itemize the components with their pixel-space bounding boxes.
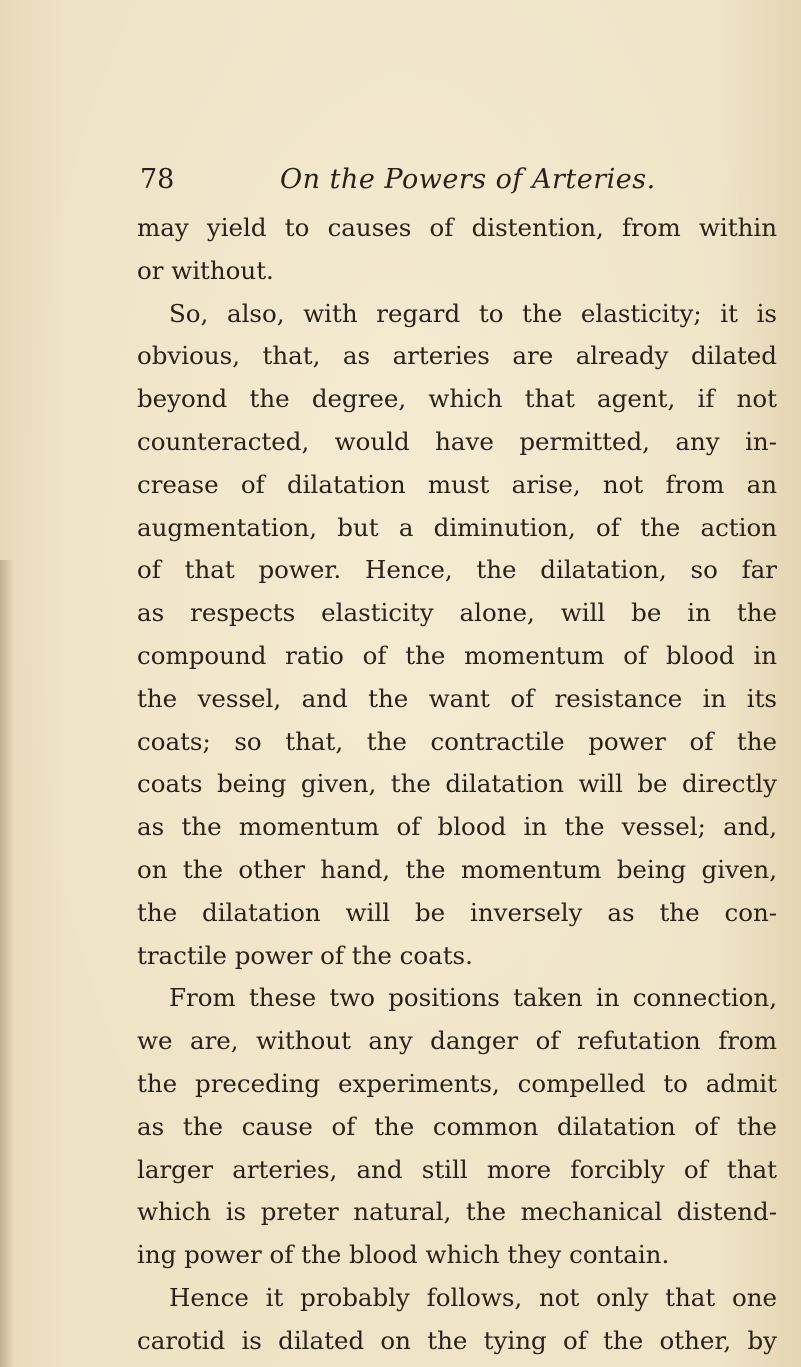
page-number: 78 xyxy=(140,164,175,195)
text-line: coats being given, the dilatation will be directly xyxy=(137,769,777,799)
text-line: as respects elasticity alone, will be in the xyxy=(137,598,777,628)
text-line: we are, without any danger of refutation from xyxy=(137,1026,777,1056)
text-line: which is preter natural, the mechanical distend- xyxy=(137,1197,777,1227)
text-line: larger arteries, and still more forcibly of that xyxy=(137,1154,777,1184)
running-title: On the Powers of Arteries. xyxy=(280,164,656,195)
text-line: may yield to causes of distention, from within xyxy=(137,213,777,242)
text-line: counteracted, would have permitted, any in- xyxy=(137,426,777,456)
text-line: Hence it probably follows, not only that one xyxy=(169,1282,777,1312)
text-line: as the momentum of blood in the vessel; and, xyxy=(137,812,777,842)
text-line: So, also, with regard to the elasticity; it is xyxy=(169,298,777,328)
text-line: augmentation, but a diminution, of the action xyxy=(137,512,777,542)
text-line: compound ratio of the momentum of blood in xyxy=(137,640,777,670)
text-line: the dilatation will be inversely as the con- xyxy=(137,897,777,927)
page-header xyxy=(140,160,740,200)
text-line: the preceding experiments, compelled to admit xyxy=(137,1068,777,1098)
text-line: as the cause of the common dilatation of the xyxy=(137,1111,777,1141)
text-line: From these two positions taken in connection, xyxy=(169,983,777,1013)
text-line: crease of dilatation must arise, not from an xyxy=(137,469,777,499)
text-line: ing power of the blood which they contain. xyxy=(137,1240,670,1270)
text-line: the vessel, and the want of resistance in its xyxy=(137,683,777,713)
body-text xyxy=(137,207,777,1363)
text-line: of that power. Hence, the dilatation, so far xyxy=(137,555,777,585)
text-line: beyond the degree, which that agent, if not xyxy=(137,384,777,414)
text-line: carotid is dilated on the tying of the other, by xyxy=(137,1325,777,1355)
text-line: obvious, that, as arteries are already dilated xyxy=(137,341,777,371)
text-line: coats; so that, the contractile power of the xyxy=(137,726,777,756)
text-line: on the other hand, the momentum being given, xyxy=(137,854,777,884)
text-line: or without. xyxy=(137,255,274,285)
page-edge-shadow xyxy=(0,560,14,1367)
text-line: tractile power of the coats. xyxy=(137,940,473,970)
